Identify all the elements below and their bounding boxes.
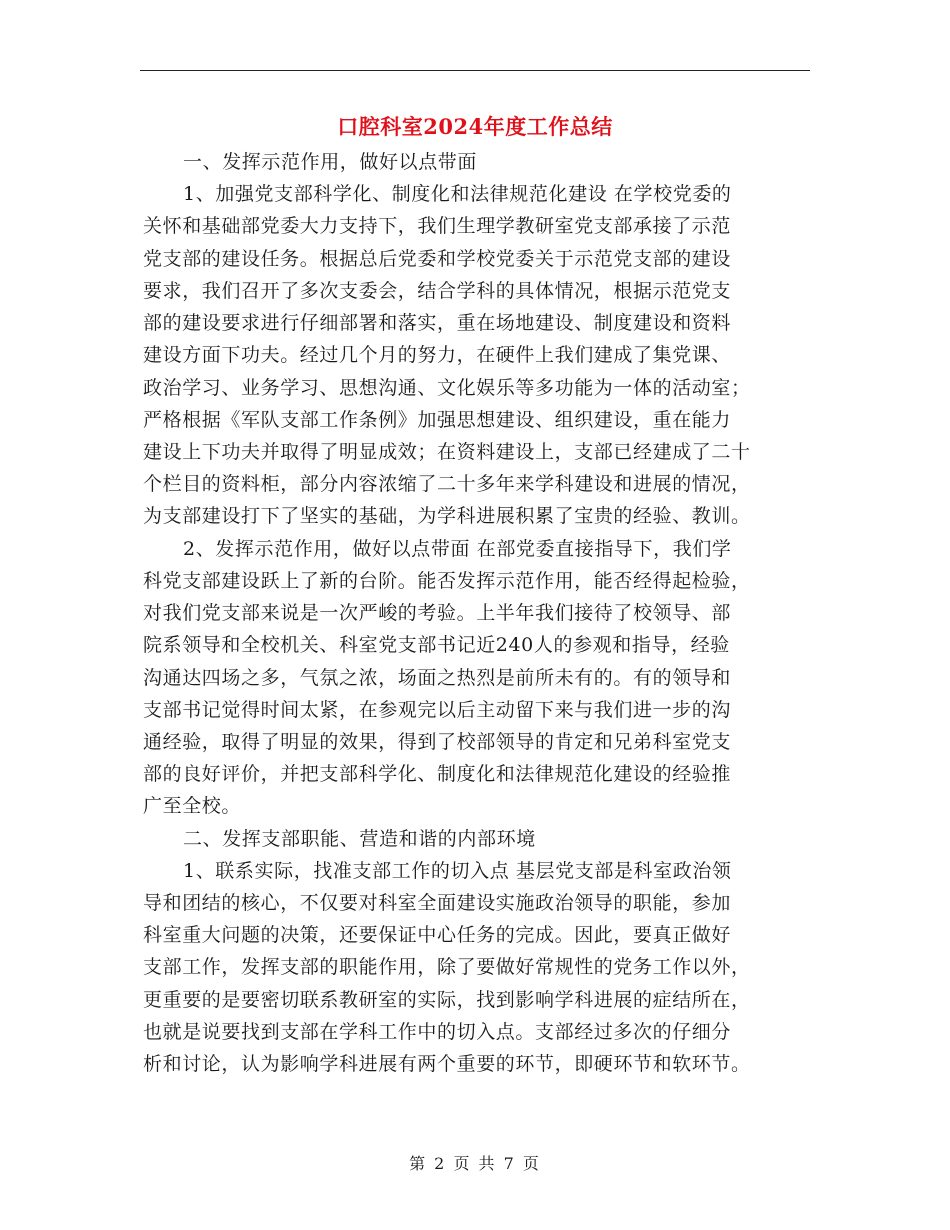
body-line: 党支部的建设任务。根据总后党委和学校党委关于示范党支部的建设 — [143, 247, 732, 270]
body-line: 2、发挥示范作用，做好以点带面 在部党委直接指导下，我们学 — [183, 537, 732, 560]
body-line: 院系领导和全校机关、科室党支部书记近240人的参观和指导，经验 — [143, 634, 730, 657]
body-line: 更重要的是要密切联系教研室的实际，找到影响学科进展的症结所在， — [143, 988, 751, 1011]
body-line: 支部工作，发挥支部的职能作用，除了要做好常规性的党务工作以外， — [143, 956, 751, 979]
body-line: 也就是说要找到支部在学科工作中的切入点。支部经过多次的仔细分 — [143, 1020, 732, 1043]
body-line: 一、发挥示范作用，做好以点带面 — [183, 151, 478, 173]
body-line: 1、联系实际，找准支部工作的切入点 基层党支部是科室政治领 — [183, 859, 732, 882]
body-line: 部的建设要求进行仔细部署和落实，重在场地建设、制度建设和资料 — [143, 312, 732, 335]
document-body — [143, 146, 813, 1080]
body-line: 通经验，取得了明显的效果，得到了校部领导的肯定和兄弟科室党支 — [143, 730, 732, 753]
body-line: 部的良好评价，并把支部科学化、制度化和法律规范化建设的经验推 — [143, 763, 732, 786]
body-line: 为支部建设打下了坚实的基础，为学科进展积累了宝贵的经验、教训。 — [143, 505, 751, 528]
header-rule — [140, 70, 810, 71]
body-line: 个栏目的资料柜，部分内容浓缩了二十多年来学科建设和进展的情况， — [143, 473, 751, 496]
body-line: 建设上下功夫并取得了明显成效；在资料建设上，支部已经建成了二十 — [143, 440, 751, 463]
body-line: 要求，我们召开了多次支委会，结合学科的具体情况，根据示范党支 — [143, 279, 732, 302]
body-line: 科室重大问题的决策，还要保证中心任务的完成。因此，要真正做好 — [143, 924, 732, 947]
body-line: 1、加强党支部科学化、制度化和法律规范化建设 在学校党委的 — [183, 183, 732, 206]
body-line: 析和讨论，认为影响学科进展有两个重要的环节，即硬环节和软环节。 — [143, 1053, 751, 1076]
body-line: 对我们党支部来说是一次严峻的考验。上半年我们接待了校领导、部 — [143, 602, 732, 625]
body-line: 导和团结的核心，不仅要对科室全面建设实施政治领导的职能，参加 — [143, 892, 732, 915]
body-line: 沟通达四场之多，气氛之浓，场面之热烈是前所未有的。有的领导和 — [143, 666, 732, 689]
body-line: 广至全校。 — [143, 795, 242, 818]
page-indicator: 第 2 页 共 7 页 — [409, 1154, 541, 1173]
body-line: 支部书记觉得时间太紧，在参观完以后主动留下来与我们进一步的沟 — [143, 698, 732, 721]
body-line: 科党支部建设跃上了新的台阶。能否发挥示范作用，能否经得起检验， — [143, 569, 751, 592]
document-title: 口腔科室2024年度工作总结 — [337, 114, 613, 139]
body-line: 政治学习、业务学习、思想沟通、文化娱乐等多功能为一体的活动室； — [143, 376, 751, 399]
body-line: 关怀和基础部党委大力支持下，我们生理学教研室党支部承接了示范 — [143, 215, 732, 238]
body-line: 严格根据《军队支部工作条例》加强思想建设、组织建设，重在能力 — [143, 408, 732, 431]
body-line: 建设方面下功夫。经过几个月的努力，在硬件上我们建成了集党课、 — [143, 344, 732, 367]
body-line: 二、发挥支部职能、营造和谐的内部环境 — [183, 827, 536, 850]
